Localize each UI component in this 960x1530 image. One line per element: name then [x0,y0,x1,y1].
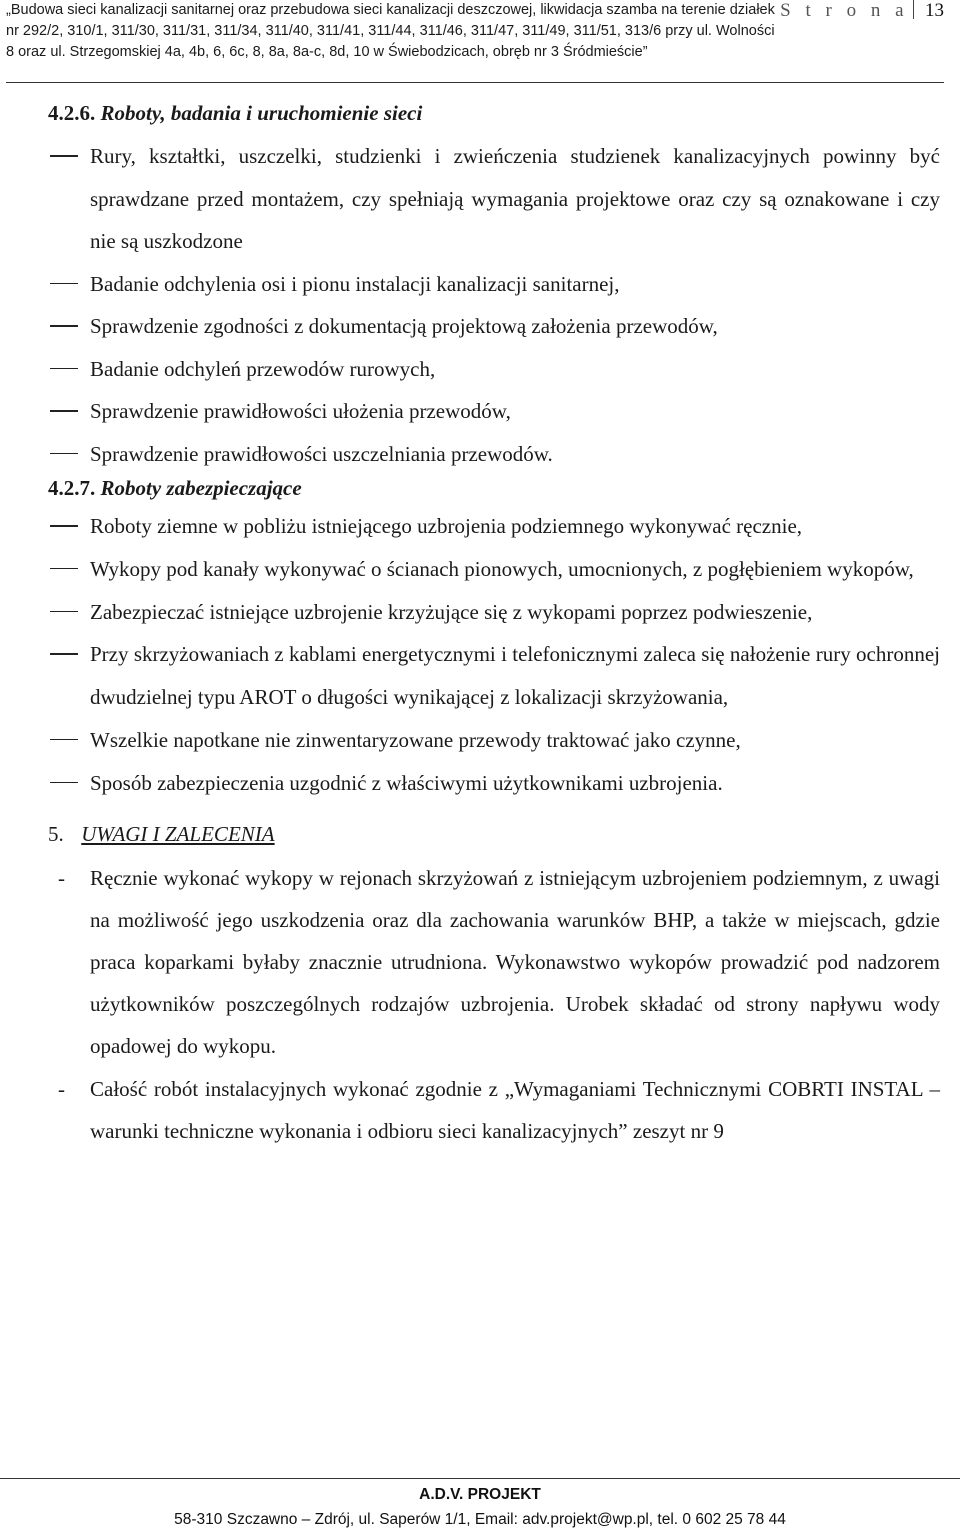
list-item: Wykopy pod kanały wykonywać o ścianach pionowych, umocnionych, z pogłębieniem wykopów, [48,548,940,591]
list-item: Sprawdzenie prawidłowości uszczelniania przewodów. [48,433,940,476]
list-item: Rury, kształtki, uszczelki, studzienki i zwieńczenia studzienek kanalizacyjnych powinny być sprawdzane przed montażem, czy spełniają wymagania projektowe oraz czy są oznakowane i czy nie są uszkodzone [48,135,940,263]
list-item: Badanie odchyleń przewodów rurowych, [48,348,940,391]
list-item: Sprawdzenie prawidłowości ułożenia przewodów, [48,390,940,433]
page-footer [0,1478,960,1530]
list-marker: - [58,865,65,890]
section-number: 4.2.7. [48,476,96,500]
section-title: Roboty, badania i uruchomienie sieci [100,101,423,125]
page-content [48,100,940,1152]
list-item: Zabezpieczać istniejące uzbrojenie krzyżujące się z wykopami poprzez podwieszenie, [48,591,940,634]
section-number: 4.2.6. [48,101,96,125]
page-separator [913,0,914,19]
list-item: Badanie odchylenia osi i pionu instalacji kanalizacji sanitarnej, [48,263,940,306]
section-heading-5 [48,819,940,849]
list-item: Sposób zabezpieczenia uzgodnić z właściwymi użytkownikami uzbrojenia. [48,762,940,805]
company-address: 58-310 Szczawno – Zdrój, ul. Saperów 1/1, Email: adv.projekt@wp.pl, tel. 0 602 25 78 44 [174,1511,786,1528]
list-item: Przy skrzyżowaniach z kablami energetycznymi i telefonicznymi zaleca się nałożenie rury ochronnej dwudzielnej typu AROT o długości wynikającej z lokalizacji skrzyżowania, [48,633,940,719]
section-number: 5. [48,821,64,846]
section-heading-4-2-6 [48,100,940,126]
section-title: Roboty zabezpieczające [100,476,302,500]
section-4-2-6-list [48,135,940,475]
list-item: Roboty ziemne w pobliżu istniejącego uzbrojenia podziemnego wykonywać ręcznie, [48,505,940,548]
company-name: A.D.V. PROJEKT [419,1486,541,1503]
list-item: Sprawdzenie zgodności z dokumentacją projektową założenia przewodów, [48,305,940,348]
page-indicator [780,0,944,21]
list-item [48,1068,940,1152]
section-5-list [48,857,940,1152]
page-header [6,0,944,83]
list-item-text: Ręcznie wykonać wykopy w rejonach skrzyżowań z istniejącym uzbrojeniem podziemnym, z uwagi na możliwość jego uszkodzenia oraz dla zachowania warunków BHP, a także w miejscach, gdzie praca koparkami byłaby znacznie utrudniona. Wykonawstwo wykopów prowadzić pod nadzorem użytkowników poszczególnych rodzajów uzbrojenia. Urobek składać od strony napływu wody opadowej do wykopu. [90,865,940,1059]
section-4-2-7-list [48,505,940,805]
list-item-text: Całość robót instalacyjnych wykonać zgodnie z „Wymaganiami Technicznymi COBRTI INSTAL – warunki techniczne wykonania i odbioru sieci kanalizacyjnych” zeszyt nr 9 [90,1076,940,1143]
list-item [48,857,940,1068]
list-marker: - [58,1076,65,1101]
page-label: S t r o n a [780,0,909,21]
section-heading-4-2-7 [48,475,940,501]
list-item: Wszelkie napotkane nie zinwentaryzowane przewody traktować jako czynne, [48,719,940,762]
section-title: UWAGI I ZALECENIA [81,821,275,846]
document-title: „Budowa sieci kanalizacji sanitarnej oraz przebudowa sieci kanalizacji deszczowej, likwidacja szamba na terenie działek nr 292/2, 310/1, 311/30, 311/31, 311/34, 311/40, 311/41, 311/44, 311/46, 311/47, 311/49, 311/51, 313/6 przy ul. Wolności 8 oraz ul. Strzegomskiej 4a, 4b, 6, 6c, 8, 8a, 8a-c, 8d, 10 w Świebodzicach, obręb nr 3 Śródmieście” [6,2,775,60]
page-number: 13 [925,0,944,21]
